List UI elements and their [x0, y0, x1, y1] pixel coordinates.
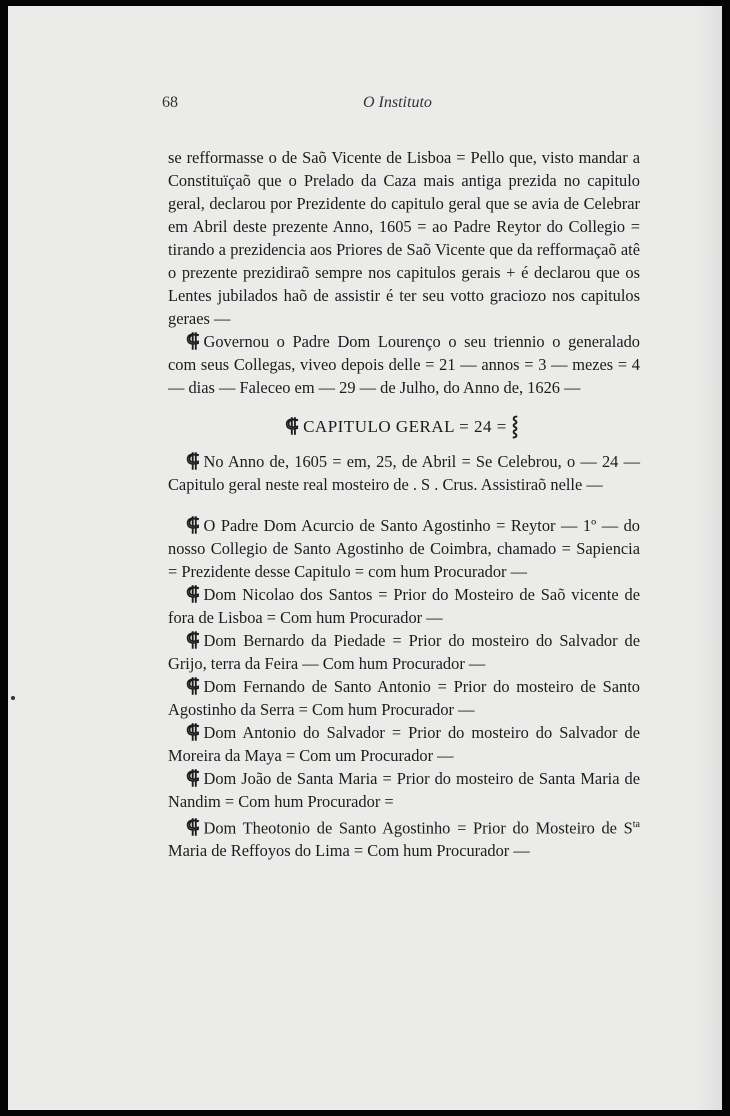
pilcrow-icon: ⸿	[285, 416, 300, 437]
paragraph	[168, 767, 640, 813]
paragraph	[168, 450, 640, 496]
pilcrow-icon: ⸿	[186, 515, 200, 536]
paragraph-text: Dom Fernando de Santo Antonio = Prior do mosteiro de Santo Agostinho da Serra = Com hum Procurador —	[168, 677, 640, 719]
paragraph-text: Dom Nicolao dos Santos = Prior do Mosteiro de Saõ vicente de fora de Lisboa = Com hum Procurador —	[168, 585, 640, 627]
paragraph	[168, 813, 640, 862]
paragraph-text: Governou o Padre Dom Lourenço o seu triennio o generalado com seus Collegas, viveo depois delle = 21 — annos = 3 — mezes = 4 — dias — Faleceo em — 29 — de Julho, do Anno de, 1626 —	[168, 332, 640, 397]
pilcrow-icon: ⸿	[186, 451, 200, 472]
paragraph-text: Dom Antonio do Salvador = Prior do mosteiro do Salvador de Moreira da Maya = Com um Procurador —	[168, 723, 640, 765]
page-number: 68	[162, 94, 178, 111]
paragraph-text: Dom Theotonio de Santo Agostinho = Prior do Mosteiro de S	[203, 818, 633, 838]
pilcrow-icon: ⸿	[186, 817, 200, 839]
pilcrow-icon: ⸿	[186, 584, 200, 605]
paragraph-text: No Anno de, 1605 = em, 25, de Abril = Se Celebrou, o — 24 — Capitulo geral neste real mosteiro de . S . Crus. Assistiraõ nelle —	[168, 452, 640, 494]
running-title: O Instituto	[363, 94, 432, 111]
heading-text: CAPITULO GERAL = 24 =	[303, 417, 507, 436]
paragraph	[168, 675, 640, 721]
pilcrow-icon: ⸿	[186, 768, 200, 789]
paragraph	[168, 330, 640, 399]
body-text	[168, 146, 640, 862]
paragraph	[168, 583, 640, 629]
superscript: ta	[632, 819, 640, 830]
closing-mark-icon: ⸾	[511, 416, 519, 437]
section-heading	[168, 415, 640, 438]
page-header	[8, 94, 722, 118]
pilcrow-icon: ⸿	[186, 676, 200, 697]
paragraph: se refformasse o de Saõ Vicente de Lisboa = Pello que, visto mandar a Constituïçaõ que o Prelado da Caza mais antiga prezida no capitulo geral, declarou por Prezidente do capitulo geral que se avia de Celebrar em Abril deste prezente Anno, 1605 = ao Padre Reytor do Collegio = tirando a prezidencia aos Priores de Saõ Vicente que da refformaçaõ atê o prezente prezidiraõ sempre nos capitulos gerais + é declarou que os Lentes jubilados haõ de assistir é ter seu votto graciozo nos capitulos geraes —	[168, 148, 640, 328]
pilcrow-icon: ⸿	[186, 630, 200, 651]
paragraph	[168, 721, 640, 767]
margin-dot	[11, 696, 15, 700]
paragraph-text: Maria de Reffoyos do Lima = Com hum Procurador —	[168, 841, 530, 861]
paragraph-text: Dom João de Santa Maria = Prior do mosteiro de Santa Maria de Nandim = Com hum Procurador =	[168, 769, 640, 811]
pilcrow-icon: ⸿	[186, 331, 200, 352]
document-page	[8, 6, 722, 1110]
paragraph-text: Dom Bernardo da Piedade = Prior do mosteiro do Salvador de Grijo, terra da Feira — Com hum Procurador —	[168, 631, 640, 673]
paragraph	[168, 514, 640, 583]
paragraph	[168, 629, 640, 675]
paragraph-text: O Padre Dom Acurcio de Santo Agostinho = Reytor — 1º — do nosso Collegio de Santo Agostinho de Coimbra, chamado = Sapiencia = Prezidente desse Capitulo = com hum Procurador —	[168, 516, 640, 581]
pilcrow-icon: ⸿	[186, 722, 200, 743]
